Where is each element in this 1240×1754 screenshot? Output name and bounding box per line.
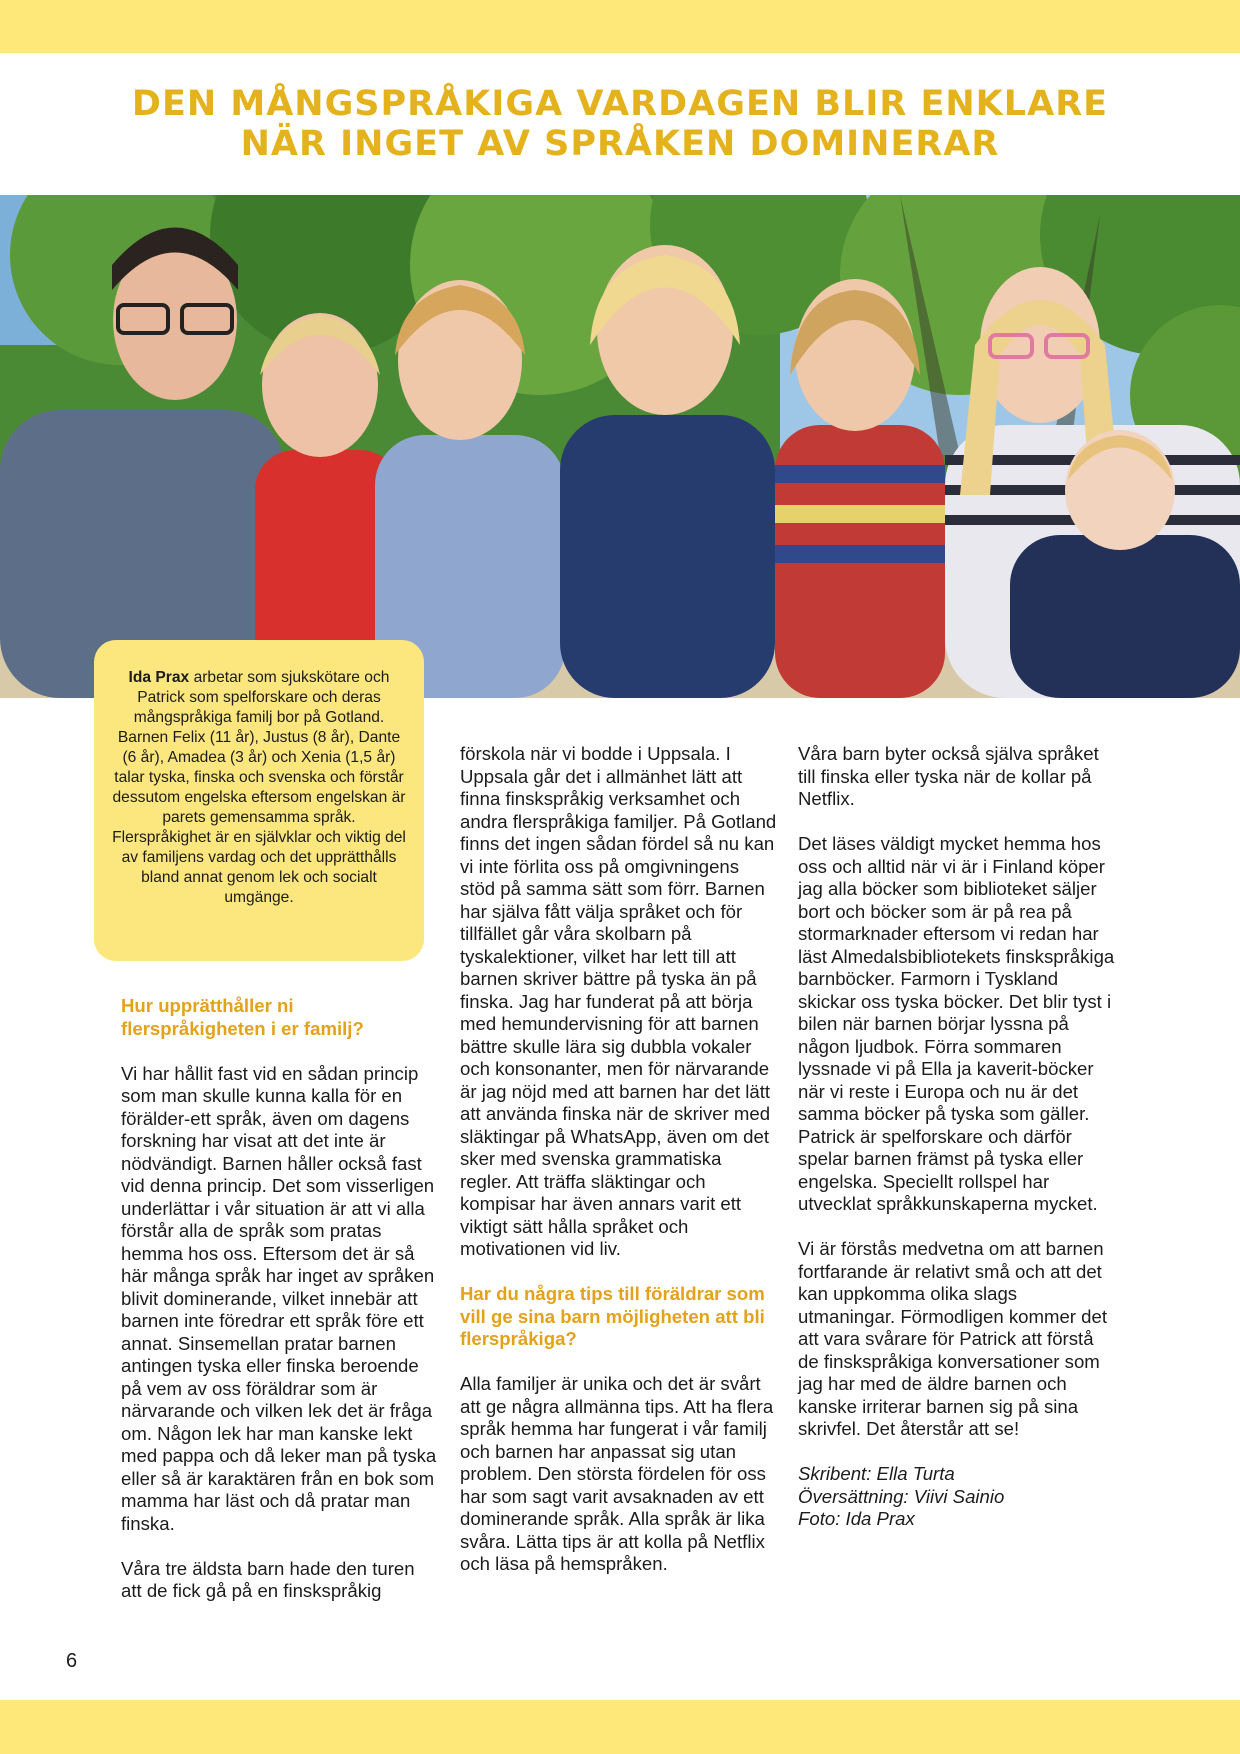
credit-translation: Översättning: Viivi Sainio <box>798 1485 1005 1507</box>
paragraph-3: Alla familjer är unika och det är svårt att ge några allmänna tips. Att ha flera språk hemma har fungerat i vår familj och barnen har anpassat sig utan problem. Den största fördelen för oss har som sagt varit avsaknaden av ett dominerande språk. Alla språk är lika svåra. Lätta tips är att kolla på Netflix och läsa på hemspråken. <box>460 1373 774 1574</box>
title-line-1: DEN MÅNGSPRÅKIGA VARDAGEN BLIR ENKLARE <box>131 84 1109 124</box>
info-box-text: arbetar som sjukskötare och Patrick som spelforskare och deras mångspråkiga familj bor på Gotland. Barnen Felix (11 år), Justus (8 år), Dante (6 år), Amadea (3 år) och Xenia (1,5 år) talar tyska, finska och svenska och förstår dessutom engelska eftersom engelskan är parets gemensamma språk. Flerspråkighet är en självklar och viktig del av familjens vardag och det upprätthålls bland annat genom lek och socialt umgänge. <box>112 669 406 906</box>
title-line-2: NÄR INGET AV SPRÅKEN DOMINERAR <box>240 124 1000 164</box>
bottom-yellow-band <box>0 1700 1240 1754</box>
page-number: 6 <box>66 1650 78 1672</box>
question-heading-2: Har du några tips till föräldrar som vill ge sina barn möjligheten att bli flerspråkiga? <box>460 1283 765 1349</box>
question-heading-1: Hur upprätthåller ni flerspråkigheten i er familj? <box>121 995 364 1039</box>
article-column-2 <box>460 743 778 1576</box>
top-yellow-band <box>0 0 1240 53</box>
family-photo <box>0 195 1240 698</box>
info-box-name: Ida Prax <box>128 669 190 686</box>
paragraph-1: Vi har hållit fast vid en sådan princip som man skulle kunna kalla för en förälder-ett språk, även om dagens forskning har visat att det inte är nödvändigt. Barnen håller också fast vid denna princip. Det som visserligen underlättar i vår situation är att vi alla förstår alla de språk som pratas hemma hos oss. Eftersom det är så här många språk har inget av språken blivit dominerande, vilket innebär att barnen inte föredrar ett språk före ett annat. Sinsemellan pratar barnen antingen tyska eller finska beroende på vem av oss föräldrar som är närvarande och vilken lek det är fråga om. Någon lek har man kanske lekt med pappa och då leker man på tyska eller så är karaktären från en bok som mamma har läst och då pratar man finska. <box>121 1062 437 1534</box>
paragraph-4: Våra barn byter också själva språket till finska eller tyska när de kollar på Netflix. <box>798 743 1099 809</box>
paragraph-5: Det läses väldigt mycket hemma hos oss och alltid när vi är i Finland köper jag alla böcker som biblioteket säljer bort och böcker som är på rea på stormarknader eftersom vi redan har läst Almedalsbibliotekets finskspråkiga barnböcker. Farmorn i Tyskland skickar oss tyska böcker. Det blir tyst i bilen när barnen börjar lyssna på någon ljudbok. Förra sommaren lyssnade vi på Ella ja kaverit-böcker när vi reste i Europa och nu är det samma böcker på tyska som gäller. Patrick är spelforskare och därför spelar barnen främst på tyska eller engelska. Speciellt rollspel har utvecklat språkkunskaperna mycket. <box>798 833 1115 1214</box>
paragraph-2-continued: förskola när vi bodde i Uppsala. I Uppsala går det i allmänhet lätt att finna finskspråkig verksamhet och andra flerspråkiga familjer. På Gotland finns det ingen sådan fördel så nu kan vi inte förlita oss på omgivningens stöd på samma sätt som förr. Barnen har själva fått välja språket och för tillfället går våra skolbarn på tyskalektioner, vilket har lett till att barnen skriver bättre på tyska än på finska. Jag har funderat på att börja med hemundervisning för att barnen bättre skulle lära sig dubbla vokaler och konsonanter, men för närvarande är jag nöjd med att barnen har det lätt att använda finska när de skriver med släktingar på WhatsApp, även om det sker med svenska grammatiska regler. Att träffa släktingar och kompisar har även annars varit ett viktigt sätt hålla språket och motivationen vid liv. <box>460 743 777 1259</box>
article-title <box>0 84 1240 164</box>
paragraph-6: Vi är förstås medvetna om att barnen fortfarande är relativt små och att det kan uppkomma olika slags utmaningar. Förmodligen kommer det att vara svårare för Patrick att förstå de finskspråkiga konversationer som jag har med de äldre barnen och kanske irriterar barnen sig på sina skrivfel. Det återstår att se! <box>798 1238 1108 1439</box>
credit-writer: Skribent: Ella Turta <box>798 1463 955 1484</box>
credits <box>798 1463 1116 1531</box>
info-box <box>94 640 424 961</box>
credit-photo: Foto: Ida Prax <box>798 1508 915 1529</box>
article-column-1 <box>121 995 439 1603</box>
paragraph-2-start: Våra tre äldsta barn hade den turen att de fick gå på en finskspråkig <box>121 1557 415 1601</box>
article-column-3 <box>798 743 1116 1531</box>
